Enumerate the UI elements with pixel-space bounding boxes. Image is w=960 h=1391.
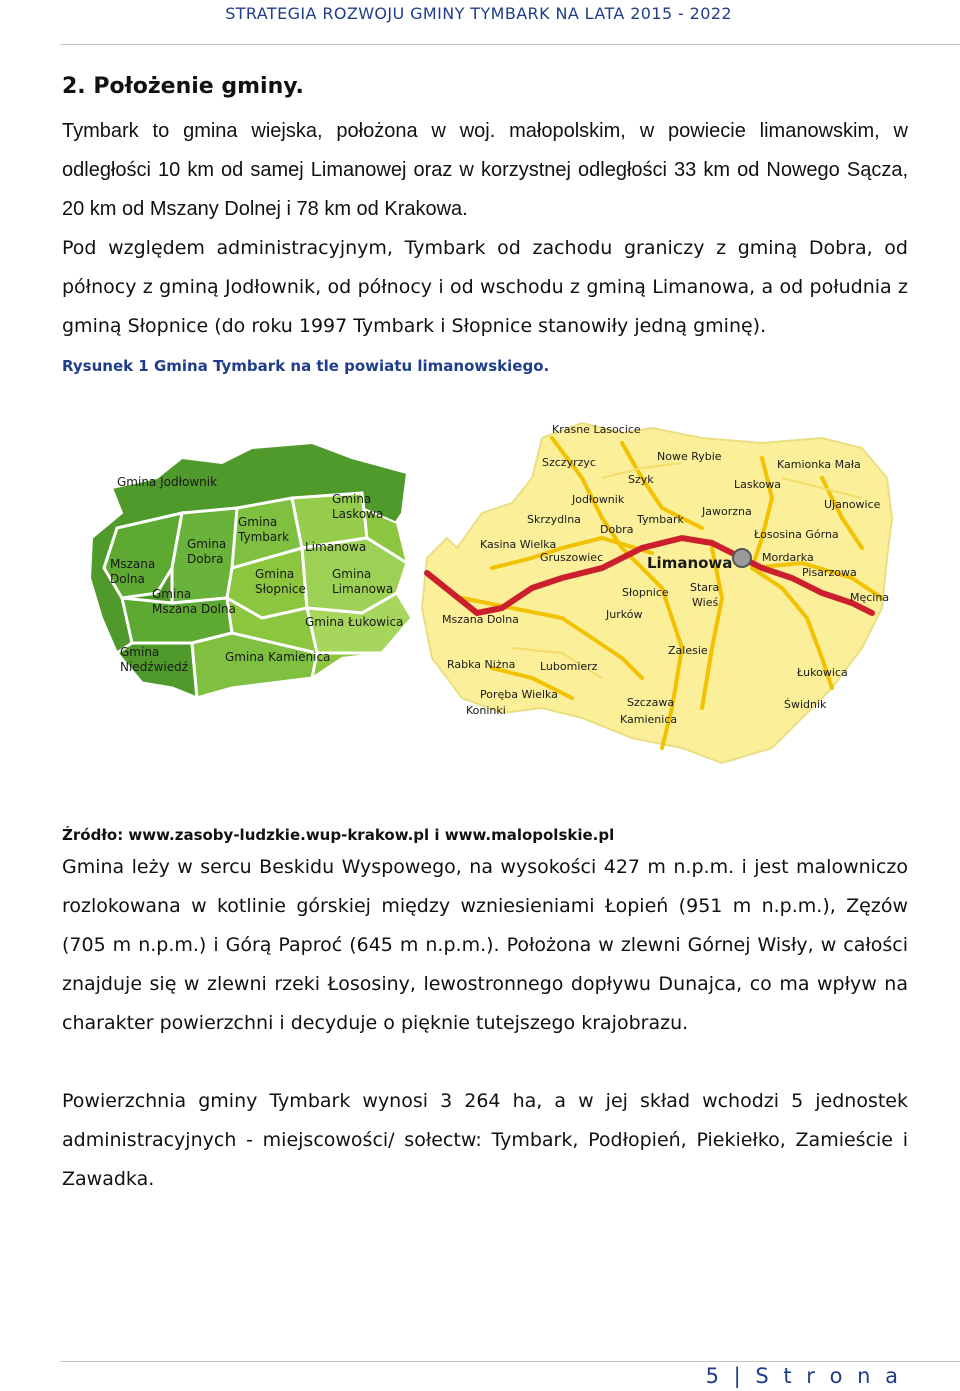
figure-source: Źródło: www.zasoby-ludzkie.wup-krakow.pl i www.malopolskie.pl (62, 826, 615, 844)
left-label: Gmina Jodłownik (117, 475, 218, 489)
left-label: Gmina Kamienica (225, 650, 331, 664)
right-label: Poręba Wielka (480, 688, 558, 701)
left-label: Limanowa (305, 540, 367, 554)
right-label: Łososina Górna (754, 528, 839, 541)
left-label: Dobra (187, 552, 224, 566)
left-label: Gmina (187, 537, 227, 551)
map-image (62, 418, 908, 818)
left-label: Gmina (238, 515, 278, 529)
right-label: Męcina (850, 591, 890, 604)
right-label: Tymbark (637, 513, 684, 526)
paragraph-administration: Pod względem administracyjnym, Tymbark od zachodu graniczy z gminą Dobra, od północy z gminą Jodłownik, od północy i od wschodu z gminą Limanowa, a od południa z gminą Słopnice (do roku 1997 Tymbark i Słopnice stanowiły jedną gminę). (62, 237, 908, 337)
right-label: Słopnice (622, 586, 669, 599)
left-label: Laskowa (332, 507, 384, 521)
right-label: Krasne Lasocice (552, 423, 641, 436)
left-label: Gmina (332, 567, 372, 581)
right-label: Laskowa (734, 478, 782, 491)
right-label: Jaworzna (702, 505, 752, 518)
left-label: Dolna (110, 572, 145, 586)
right-label: Kamionka Mała (777, 458, 861, 471)
right-label: Wieś (692, 596, 719, 609)
left-label: Gmina (120, 645, 160, 659)
section-heading: 2. Położenie gminy. (62, 74, 304, 99)
gmina-map-left (90, 443, 412, 698)
left-label: Słopnice (255, 582, 306, 596)
right-label: Koninki (466, 704, 506, 717)
page-header (0, 0, 960, 30)
right-label: Zalesie (668, 644, 708, 657)
right-label: Nowe Rybie (657, 450, 722, 463)
right-label: Limanowa (647, 554, 733, 572)
left-label: Tymbark (238, 530, 290, 544)
right-label: Mordarka (762, 551, 814, 564)
right-label: Kasina Wielka (480, 538, 557, 551)
right-label: Mszana Dolna (442, 613, 519, 626)
right-label: Skrzydlna (527, 513, 581, 526)
footer-divider (60, 1361, 960, 1362)
right-label: Łukowica (797, 666, 848, 679)
left-label: Mszana (110, 557, 156, 571)
right-label: Szczawa (627, 696, 675, 709)
paragraph-geography: Gmina leży w sercu Beskidu Wyspowego, na wysokości 427 m n.p.m. i jest malowniczo rozlokowana w kotlinie górskiej między wzniesieniami Łopień (951 m n.p.m.), Zęzów (705 m n.p.m.) i Górą Paproć (645 m n.p.m.). Położona w zlewni Górnej Wisły, w całości znajduje się w zlewni rzeki Łososiny, lewostronnego dopływu Dunajca, co ma wpływ na charakter powierzchni i decyduje o pięknie tutejszego krajobrazu. (62, 856, 908, 1034)
right-label: Kamienica (620, 713, 678, 726)
paragraph-area: Powierzchnia gminy Tymbark wynosi 3 264 ha, a w jej skład wchodzi 5 jednostek administracyjnych - miejscowości/ sołectw: Tymbark, Podłopień, Piekiełko, Zamieście i Zawadka. (62, 1090, 908, 1190)
page-number: 5 | S t r o n a (705, 1364, 902, 1388)
right-label: Szczyrzyc (542, 456, 596, 469)
figure-caption: Rysunek 1 Gmina Tymbark na tle powiatu limanowskiego. (62, 357, 550, 375)
left-label: Gmina (255, 567, 295, 581)
left-label: Mszana Dolna (152, 602, 236, 616)
right-label: Jodłownik (572, 493, 625, 506)
left-label: Gmina (332, 492, 372, 506)
document-body (62, 70, 908, 1199)
left-label: Gmina Łukowica (305, 615, 404, 629)
left-label: Niedźwiedź (120, 660, 189, 674)
paragraph-location: Tymbark to gmina wiejska, położona w woj. małopolskim, w powiecie limanowskim, w odległości 10 km od samej Limanowej oraz w korzystnej odległości 33 km od Nowego Sącza, 20 km od Mszany Dolnej i 78 km od Krakowa. (62, 120, 908, 220)
right-label: Świdnik (784, 698, 827, 711)
right-label: Lubomierz (540, 660, 598, 673)
powiat-road-map-right (422, 423, 892, 763)
left-label: Limanowa (332, 582, 394, 596)
right-label: Rabka Niżna (447, 658, 516, 671)
right-label: Stara (690, 581, 720, 594)
limanowa-marker (733, 549, 751, 567)
header-divider (60, 44, 960, 45)
left-label: Gmina (152, 587, 192, 601)
right-label: Ujanowice (824, 498, 881, 511)
right-label: Jurków (606, 608, 643, 621)
right-label: Gruszowiec (540, 551, 604, 564)
header-title: STRATEGIA ROZWOJU GMINY TYMBARK NA LATA 2015 - 2022 (225, 4, 732, 23)
right-label: Dobra (600, 523, 634, 536)
map-figure (62, 418, 908, 818)
right-label: Pisarzowa (802, 566, 857, 579)
right-label: Szyk (628, 473, 654, 486)
